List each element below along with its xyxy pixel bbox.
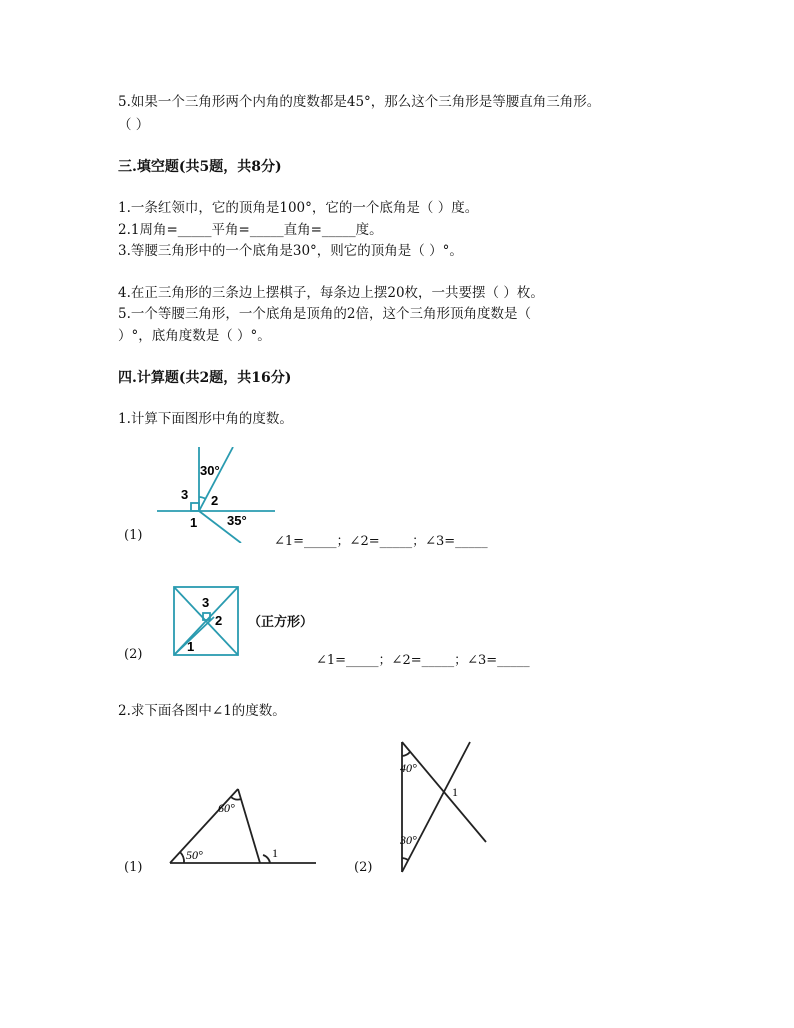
fill-question-2: 2.1周角=_____平角=_____直角=_____度。 xyxy=(118,222,383,238)
sub-number-2: (2) xyxy=(124,647,143,662)
calc-question-1: 1.计算下面图形中角的度数。 xyxy=(118,411,293,427)
figure-crossing-lines xyxy=(386,738,488,876)
section-3-title: 三.填空题(共5题，共8分) xyxy=(118,159,282,175)
angle-label-40: 40° xyxy=(400,761,417,775)
section-4-title: 四.计算题(共2题，共16分) xyxy=(118,370,292,386)
fill-question-4: 4.在正三角形的三条边上摆棋子，每条边上摆20枚，一共要摆（ ）枚。 xyxy=(118,285,544,301)
figure-triangle xyxy=(160,785,316,875)
fill-question-3: 3.等腰三角形中的一个底角是30°，则它的顶角是（ ）°。 xyxy=(118,243,463,259)
angle-label-35: 35° xyxy=(227,513,247,528)
angle-label-50: 50° xyxy=(186,848,203,862)
angle-label-60: 60° xyxy=(218,801,235,815)
square-label-3: 3 xyxy=(202,595,210,610)
angle-label-1: 1 xyxy=(272,846,278,860)
angle-label-30: 30° xyxy=(200,463,220,478)
tf-question-5: 5.如果一个三角形两个内角的度数都是45°，那么这个三角形是等腰直角三角形。 xyxy=(118,94,601,110)
fill-question-1: 1.一条红领巾，它的顶角是100°，它的一个底角是（ ）度。 xyxy=(118,200,479,216)
answer-blanks-1: ∠1=_____；∠2=_____；∠3=_____ xyxy=(274,534,488,549)
figure-square xyxy=(160,583,240,659)
square-label-2: 2 xyxy=(215,613,223,628)
answer-blanks-2: ∠1=_____；∠2=_____；∠3=_____ xyxy=(316,653,530,668)
angle-label-2: 2 xyxy=(211,493,219,508)
fill-question-5-cont: ）°，底角度数是（ ）°。 xyxy=(118,328,271,344)
angle-label-1: 1 xyxy=(190,515,198,530)
fill-question-5: 5.一个等腰三角形，一个底角是顶角的2倍，这个三角形顶角度数是（ xyxy=(118,306,531,322)
sub-number-3: (1) xyxy=(124,860,143,875)
square-label-1: 1 xyxy=(187,639,195,654)
angle-label-1: 1 xyxy=(452,785,458,799)
sub-number-4: (2) xyxy=(354,860,373,875)
square-note: （正方形） xyxy=(248,614,314,629)
figure-angles-lines xyxy=(155,447,275,543)
calc-question-2: 2.求下面各图中∠1的度数。 xyxy=(118,703,286,719)
sub-number-1: (1) xyxy=(124,528,143,543)
angle-label-30: 30° xyxy=(400,833,417,847)
angle-label-3: 3 xyxy=(181,487,189,502)
answer-paren: （ ） xyxy=(118,117,150,133)
